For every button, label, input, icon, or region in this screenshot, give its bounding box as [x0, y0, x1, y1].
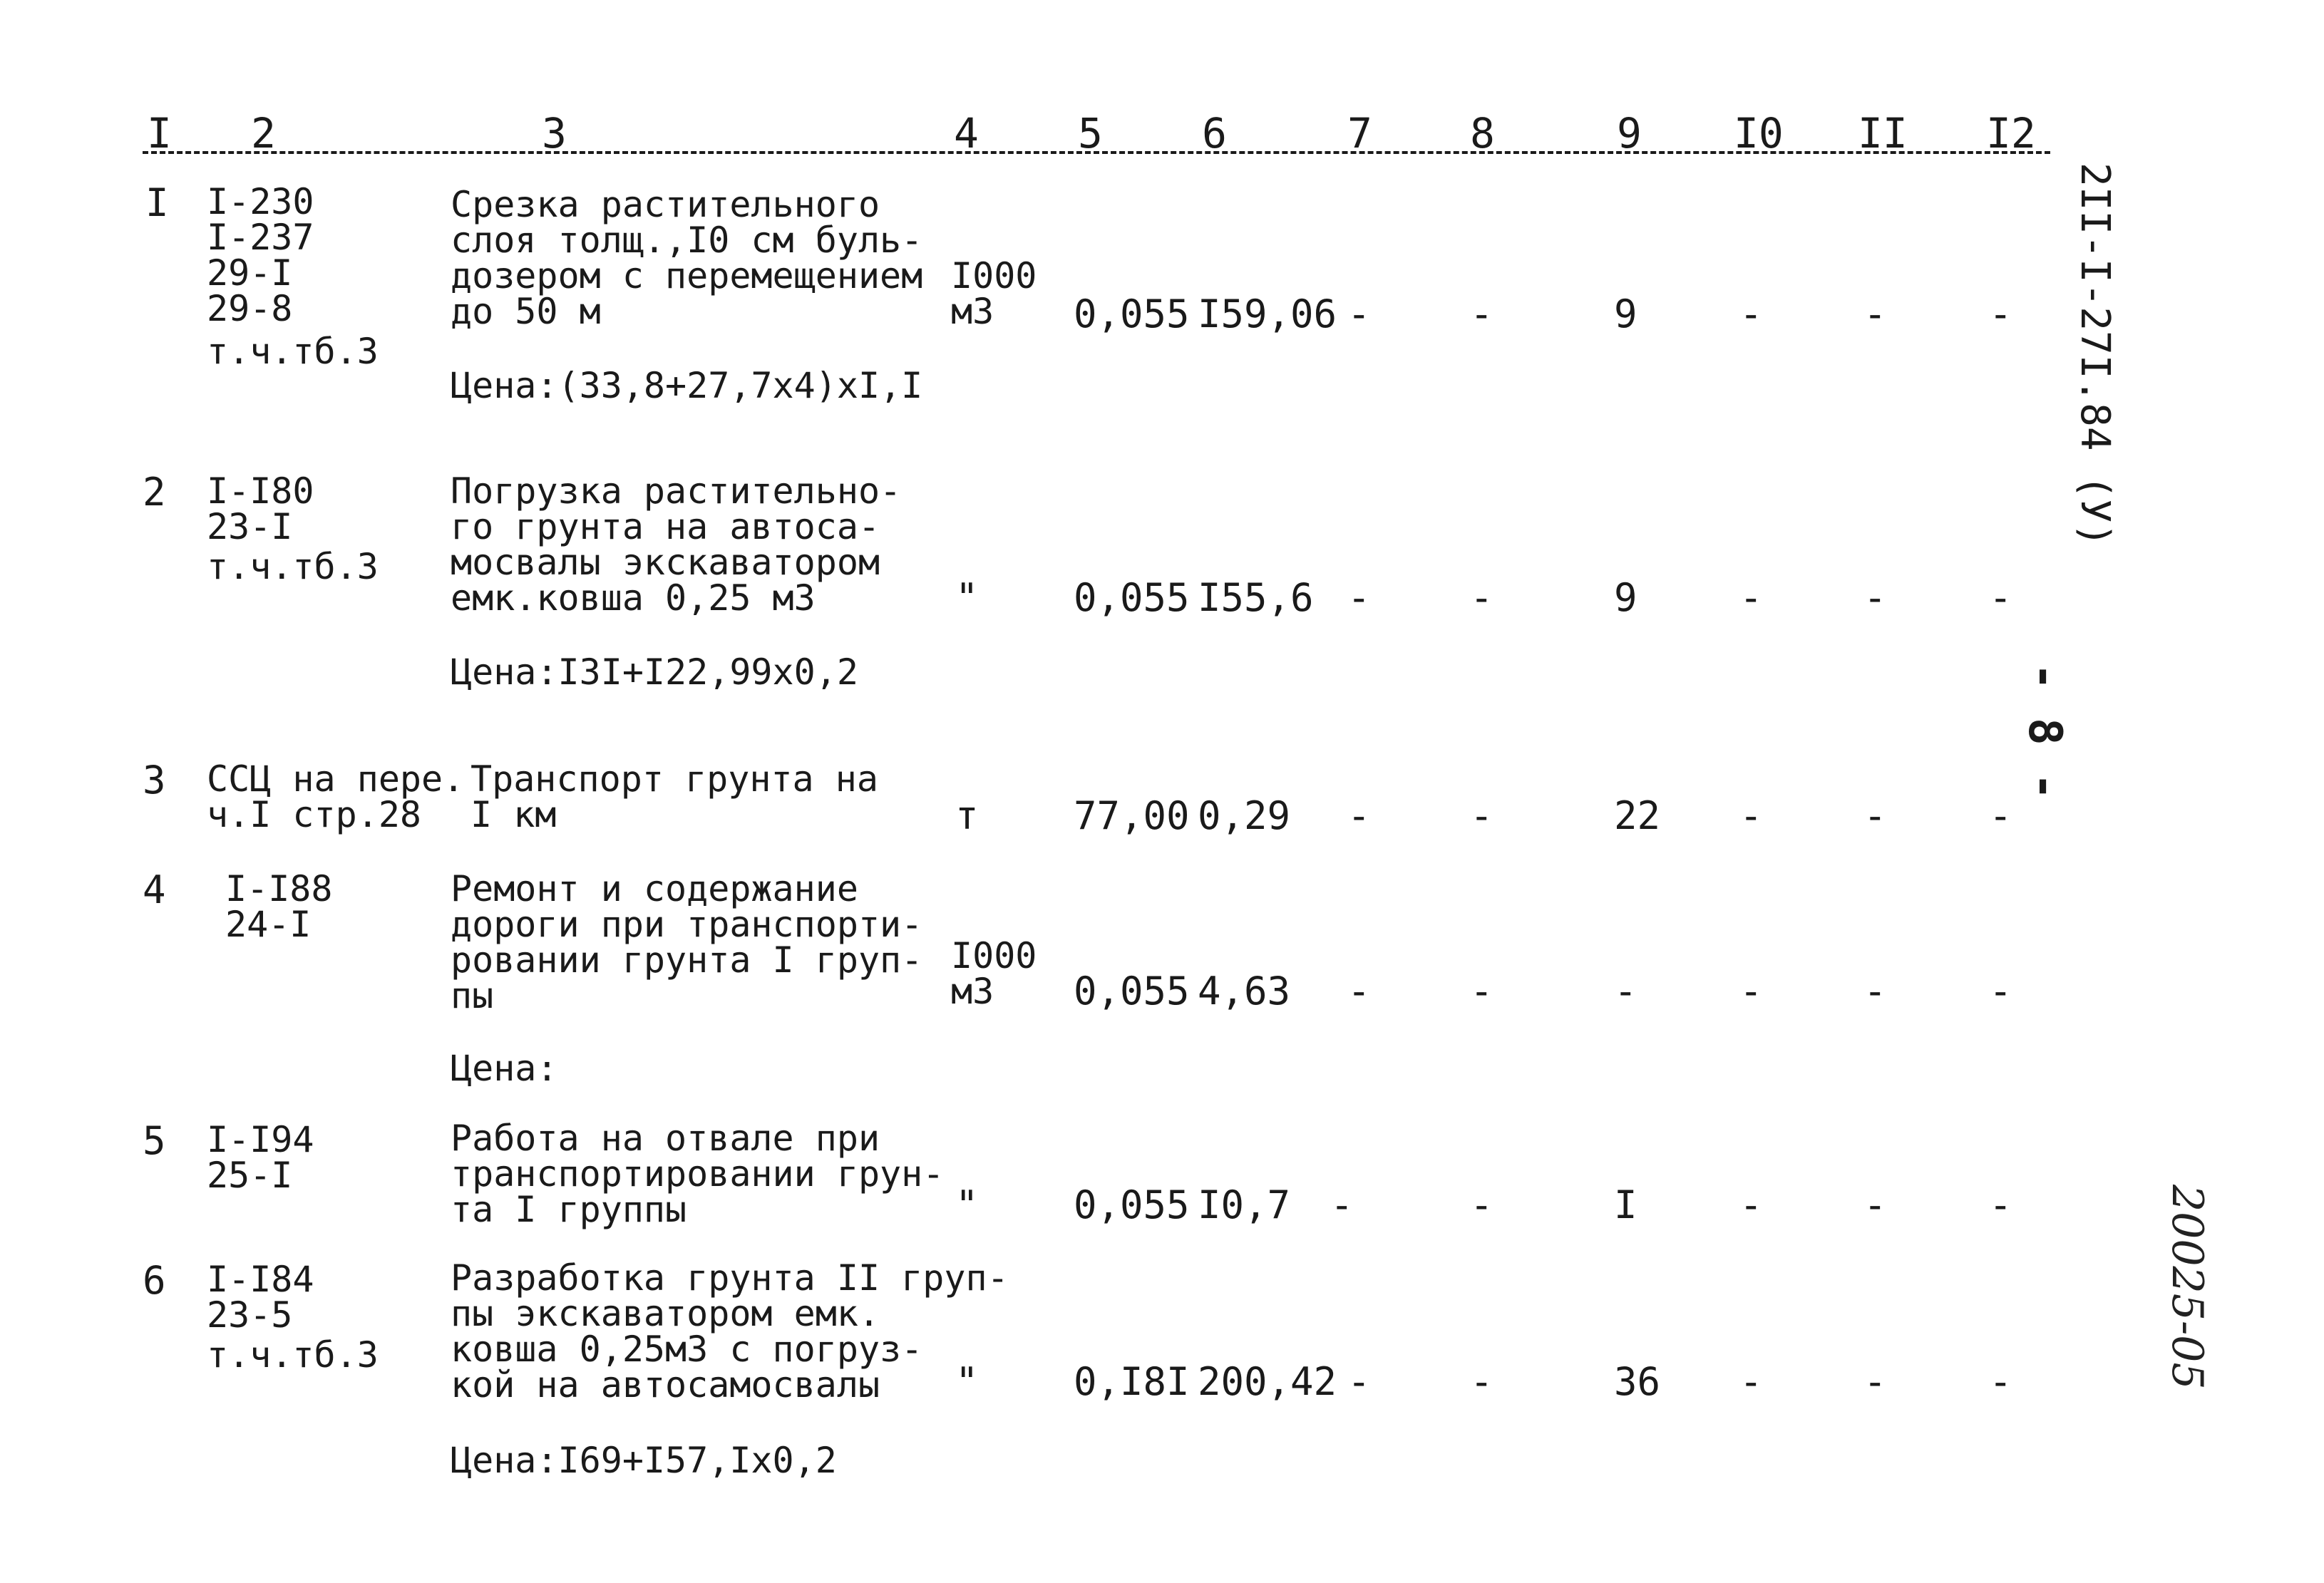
col-header-8: 8	[1470, 109, 1495, 158]
cell-col5: 0,I8I	[1074, 1359, 1190, 1404]
col-header-9: 9	[1617, 109, 1642, 158]
cell-col5: 0,055	[1074, 575, 1190, 620]
cell-col8: -	[1470, 1182, 1493, 1227]
cell-col7: -	[1347, 793, 1371, 838]
cell-col6: I59,06	[1198, 292, 1337, 336]
cell-col8: -	[1470, 793, 1493, 838]
document-code: 2II-I-27I.84 (У)	[2072, 163, 2118, 547]
cell-col10: -	[1739, 292, 1763, 336]
cell-col11: -	[1863, 793, 1887, 838]
price-formula: Цена:	[451, 1048, 558, 1089]
cell-col6: 200,42	[1198, 1359, 1337, 1404]
cell-col5: 0,055	[1074, 969, 1190, 1014]
work-description: Срезка растительного слоя толщ.,I0 см буль- дозером с перемещением до 50 м	[451, 184, 923, 332]
cell-col9: 22	[1614, 793, 1661, 838]
cell-col12: -	[1989, 793, 2012, 838]
col-header-3: 3	[542, 109, 567, 158]
unit: I000 м3	[951, 255, 1037, 332]
cell-col10: -	[1739, 1359, 1763, 1404]
cell-col7: -	[1330, 1182, 1354, 1227]
reference-code: I-I80 23-I т.ч.тб.3	[207, 470, 379, 587]
inventory-stamp: 20025-05	[2162, 1185, 2212, 1390]
cell-col5: 77,00	[1074, 793, 1190, 838]
cell-col5: 0,055	[1074, 292, 1190, 336]
col-header-12: I2	[1986, 109, 2036, 158]
cell-col11: -	[1863, 969, 1887, 1014]
cell-col10: -	[1739, 1182, 1763, 1227]
row-number: 5	[143, 1118, 166, 1163]
unit: т	[955, 793, 979, 838]
cell-col8: -	[1470, 1359, 1493, 1404]
work-description: Транспорт грунта на I км	[471, 758, 878, 835]
unit: I000 м3	[951, 935, 1037, 1012]
row-number: 6	[143, 1258, 166, 1303]
price-formula: Цена:(33,8+27,7х4)хI,I	[451, 365, 923, 406]
reference-code: ССЦ на пере. ч.I стр.28	[207, 758, 465, 835]
reference-code: I-I88 24-I	[225, 868, 333, 945]
cell-col11: -	[1863, 1182, 1887, 1227]
unit: "	[955, 1359, 979, 1404]
cell-col6: 0,29	[1198, 793, 1291, 838]
col-header-11: II	[1858, 109, 1908, 158]
cell-col8: -	[1470, 575, 1493, 620]
cell-col9: I	[1614, 1182, 1637, 1227]
cell-col7: -	[1347, 969, 1371, 1014]
reference-code: I-I84 23-5 т.ч.тб.3	[207, 1259, 379, 1376]
cell-col9: 9	[1614, 575, 1637, 620]
row-number: 3	[143, 758, 166, 803]
cell-col5: 0,055	[1074, 1182, 1190, 1227]
col-header-1: I	[147, 109, 172, 158]
cell-col7: -	[1347, 575, 1371, 620]
work-description: Погрузка растительно- го грунта на автоса- мосвалы экскаватором емк.ковша 0,25 м3	[451, 470, 902, 619]
cell-col6: I0,7	[1198, 1182, 1291, 1227]
cell-col12: -	[1989, 575, 2012, 620]
col-header-2: 2	[251, 109, 276, 158]
cell-col11: -	[1863, 292, 1887, 336]
cell-col12: -	[1989, 969, 2012, 1014]
col-header-6: 6	[1202, 109, 1227, 158]
cell-col8: -	[1470, 292, 1493, 336]
cell-col12: -	[1989, 1182, 2012, 1227]
reference-code: I-230 I-237 29-I 29-8 т.ч.тб.3	[207, 181, 379, 372]
row-number: 2	[143, 470, 166, 515]
cell-col6: 4,63	[1198, 969, 1291, 1014]
col-header-5: 5	[1078, 109, 1103, 158]
row-number: I	[145, 180, 169, 225]
col-header-10: I0	[1734, 109, 1784, 158]
cell-col6: I55,6	[1198, 575, 1314, 620]
cell-col12: -	[1989, 292, 2012, 336]
cell-col10: -	[1739, 969, 1763, 1014]
cell-col11: -	[1863, 1359, 1887, 1404]
price-formula: Цена:I69+I57,Iх0,2	[451, 1440, 837, 1481]
cell-col10: -	[1739, 793, 1763, 838]
unit: "	[955, 1182, 979, 1227]
col-header-4: 4	[954, 109, 979, 158]
work-description: Работа на отвале при транспортировании грун- та I группы	[451, 1118, 945, 1230]
cell-col7: -	[1347, 1359, 1371, 1404]
work-description: Ремонт и содержание дороги при транспорти- ровании грунта I груп- пы	[451, 868, 923, 1016]
row-number: 4	[143, 867, 166, 912]
work-description: Разработка грунта II груп- пы экскаватором емк. ковша 0,25м3 с погруз- кой на автосамосвалы	[451, 1257, 1009, 1406]
cell-col12: -	[1989, 1359, 2012, 1404]
page-number: - 8 -	[2018, 663, 2071, 800]
price-formula: Цена:I3I+I22,99х0,2	[451, 651, 858, 693]
cell-col11: -	[1863, 575, 1887, 620]
cell-col7: -	[1347, 292, 1371, 336]
cell-col9: 9	[1614, 292, 1637, 336]
cell-col9: 36	[1614, 1359, 1661, 1404]
col-header-7: 7	[1347, 109, 1372, 158]
cell-col10: -	[1739, 575, 1763, 620]
reference-code: I-I94 25-I	[207, 1119, 314, 1196]
unit: "	[955, 575, 979, 620]
cell-col8: -	[1470, 969, 1493, 1014]
cell-col9: -	[1614, 969, 1637, 1014]
header-divider	[143, 151, 2050, 154]
